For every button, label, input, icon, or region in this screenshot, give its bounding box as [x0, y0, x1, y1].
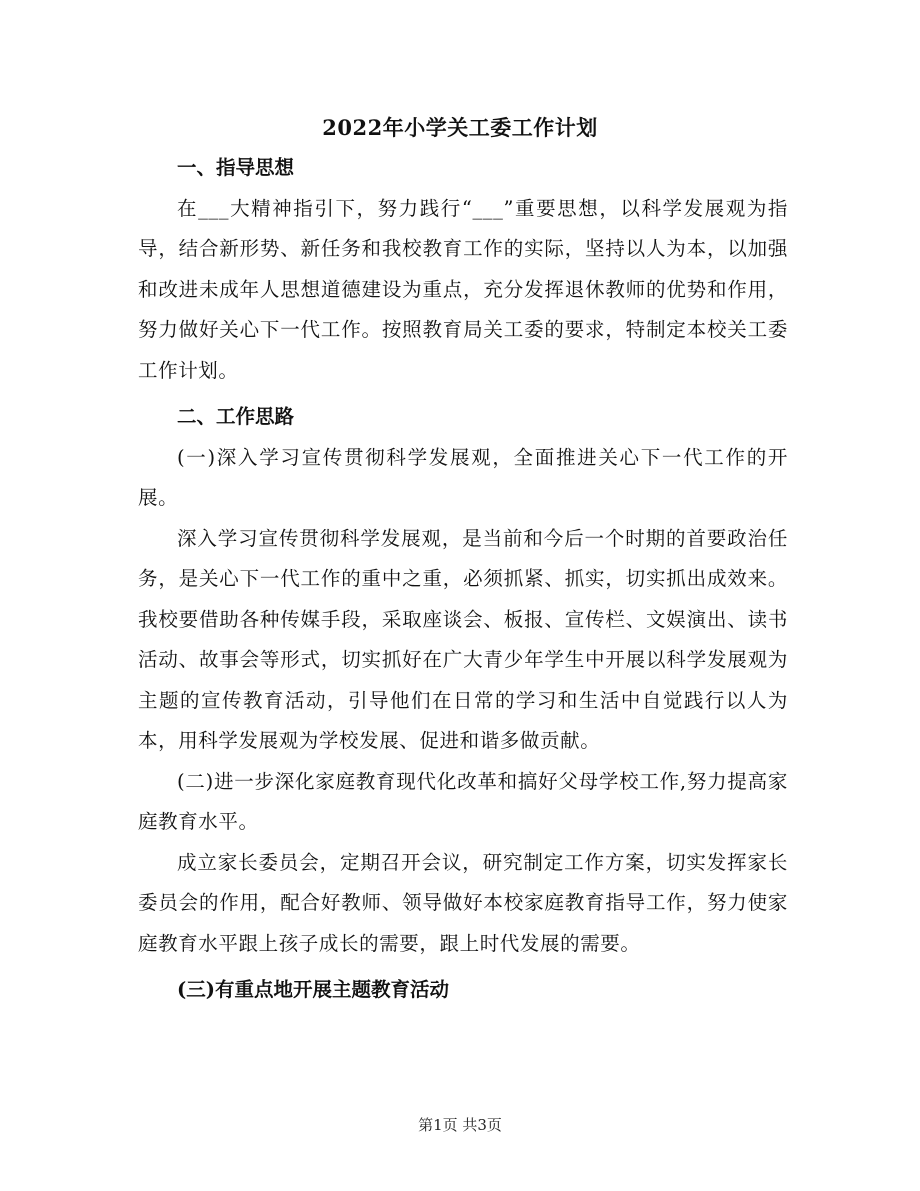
document-title: 2022年小学关工委工作计划: [322, 115, 598, 140]
subheading-item-1: (一)深入学习宣传贯彻科学发展观，全面推进关心下一代工作的开展。: [138, 445, 788, 509]
paragraph-guiding-thought: 在___大精神指引下，努力践行“___”重要思想，以科学发展观为指导，结合新形势、新任务和我校教育工作的实际，坚持以人为本，以加强和改进未成年人思想道德建设为重点，充分发挥退休教师的优势和作用，努力做好关心下一代工作。按照教育局关工委的要求，特制定本校关工委工作计划。: [138, 196, 788, 382]
paragraph-item-2: 成立家长委员会，定期召开会议，研究制定工作方案，切实发挥家长委员会的作用，配合好教师、领导做好本校家庭教育指导工作，努力使家庭教育水平跟上孩子成长的需要，跟上时代发展的需要。: [138, 850, 788, 955]
document-body: [138, 148, 788, 1011]
page-footer: 第1页 共3页: [418, 1116, 502, 1134]
section-heading-guiding-thought: 一、指导思想: [177, 156, 295, 179]
section-heading-work-approach: 二、工作思路: [177, 405, 295, 428]
paragraph-item-1: 深入学习宣传贯彻科学发展观，是当前和今后一个时期的首要政治任务，是关心下一代工作的重中之重，必须抓紧、抓实，切实抓出成效来。我校要借助各种传媒手段，采取座谈会、板报、宣传栏、文娱演出、读书活动、故事会等形式，切实抓好在广大青少年学生中开展以科学发展观为主题的宣传教育活动，引导他们在日常的学习和生活中自觉践行以人为本，用科学发展观为学校发展、促进和谐多做贡献。: [138, 526, 788, 752]
subheading-item-2: (二)进一步深化家庭教育现代化改革和搞好父母学校工作,努力提高家庭教育水平。: [138, 769, 788, 833]
subheading-item-3: (三)有重点地开展主题教育活动: [177, 978, 449, 1001]
